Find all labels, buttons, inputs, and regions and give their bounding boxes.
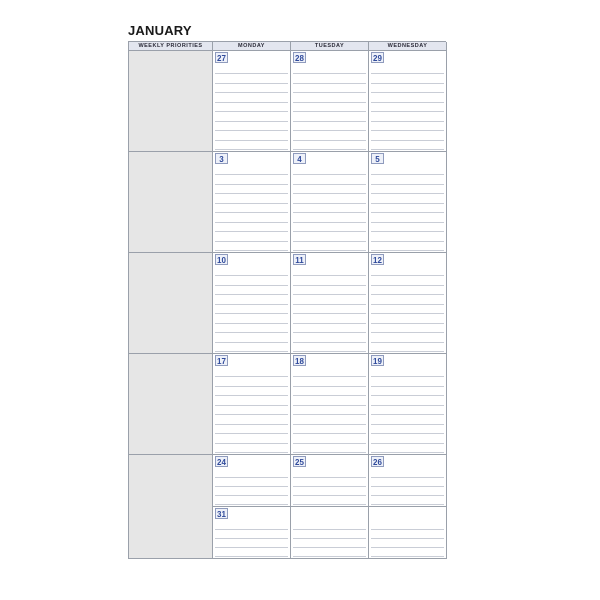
day-cell[interactable] [291,253,369,354]
rule-line [215,73,288,74]
rule-line [215,241,288,242]
day-cell[interactable] [369,507,447,559]
rule-line [293,556,366,557]
rule-line [215,547,288,548]
rule-line [371,452,444,453]
rule-line [215,556,288,557]
weekly-priorities-cell[interactable] [129,51,213,152]
writing-lines [369,253,446,353]
rule-line [293,495,366,496]
rule-line [293,342,366,343]
rule-line [215,424,288,425]
writing-lines [369,152,446,252]
date-number: 4 [293,153,306,164]
weekly-priorities-cell[interactable] [129,253,213,354]
rule-line [215,477,288,478]
rule-line [293,443,366,444]
day-cell[interactable] [291,354,369,455]
rule-line [293,477,366,478]
writing-lines [291,354,368,454]
rule-line [371,294,444,295]
day-cell[interactable] [369,152,447,253]
day-cell[interactable] [291,152,369,253]
rule-line [215,92,288,93]
writing-lines [369,354,446,454]
date-number: 24 [215,456,228,467]
week-row [129,455,446,507]
rule-line [371,424,444,425]
rule-line [293,73,366,74]
rule-line [293,149,366,150]
rule-line [215,332,288,333]
rule-line [371,395,444,396]
rule-line [293,376,366,377]
rule-line [293,241,366,242]
day-cell[interactable] [291,507,369,559]
planner-sheet [128,24,446,580]
weekly-priorities-cell[interactable] [129,455,213,507]
rule-line [293,386,366,387]
rule-line [371,529,444,530]
rule-line [371,351,444,352]
writing-lines [291,507,368,558]
day-cell[interactable] [291,51,369,152]
rule-line [371,203,444,204]
rule-line [215,140,288,141]
rule-line [215,313,288,314]
rule-line [371,538,444,539]
rule-line [215,342,288,343]
day-cell[interactable] [213,354,291,455]
rule-line [371,250,444,251]
rule-line [215,304,288,305]
rule-line [293,212,366,213]
rule-line [371,231,444,232]
rule-line [293,294,366,295]
date-number: 18 [293,355,306,366]
rule-line [371,556,444,557]
rule-line [293,231,366,232]
rule-line [215,452,288,453]
rule-line [293,304,366,305]
week-row [129,51,446,152]
rule-line [215,395,288,396]
rule-line [293,92,366,93]
rule-line [371,376,444,377]
day-cell[interactable] [213,253,291,354]
month-title: JANUARY [128,23,192,38]
day-cell[interactable] [369,253,447,354]
rule-line [371,405,444,406]
rule-line [215,130,288,131]
week-row [129,253,446,354]
rule-line [293,121,366,122]
rule-line [215,222,288,223]
rule-line [293,203,366,204]
rule-line [215,83,288,84]
rule-line [215,149,288,150]
rule-line [371,73,444,74]
rule-line [371,414,444,415]
rule-line [293,285,366,286]
rule-line [215,351,288,352]
rule-line [215,414,288,415]
rule-line [293,222,366,223]
writing-lines [213,152,290,252]
date-number: 17 [215,355,228,366]
date-number: 3 [215,153,228,164]
rule-line [215,285,288,286]
rule-line [371,174,444,175]
rule-line [215,443,288,444]
writing-lines [213,253,290,353]
rule-line [215,102,288,103]
rule-line [215,495,288,496]
header-monday: MONDAY [213,42,291,51]
weekly-priorities-cell[interactable] [129,507,213,559]
day-cell[interactable] [213,455,291,507]
rule-line [371,241,444,242]
rule-line [215,538,288,539]
rule-line [293,529,366,530]
date-number: 28 [293,52,306,63]
rule-line [215,376,288,377]
rule-line [371,547,444,548]
rule-line [293,452,366,453]
rule-line [215,486,288,487]
column-header-row [129,42,446,51]
calendar-grid [128,41,446,559]
writing-lines [213,51,290,151]
day-cell[interactable] [213,51,291,152]
week-row [129,354,446,455]
rule-line [293,405,366,406]
weeks-container [129,51,446,559]
rule-line [293,111,366,112]
rule-line [371,486,444,487]
day-cell[interactable] [369,51,447,152]
rule-line [293,538,366,539]
rule-line [293,486,366,487]
weekly-priorities-cell[interactable] [129,152,213,253]
week-row [129,152,446,253]
day-cell[interactable] [369,455,447,507]
rule-line [293,102,366,103]
rule-line [371,121,444,122]
rule-line [293,395,366,396]
rule-line [215,294,288,295]
header-weekly-priorities: WEEKLY PRIORITIES [129,42,213,51]
rule-line [215,275,288,276]
rule-line [371,477,444,478]
date-number: 5 [371,153,384,164]
rule-line [371,193,444,194]
rule-line [371,386,444,387]
rule-line [371,323,444,324]
rule-line [293,332,366,333]
day-cell[interactable] [291,455,369,507]
rule-line [215,529,288,530]
rule-line [215,405,288,406]
rule-line [293,140,366,141]
rule-line [215,250,288,251]
rule-line [371,111,444,112]
day-cell[interactable] [369,354,447,455]
weekly-priorities-cell[interactable] [129,354,213,455]
rule-line [215,121,288,122]
rule-line [215,184,288,185]
rule-line [371,102,444,103]
rule-line [371,332,444,333]
rule-line [293,414,366,415]
rule-line [215,174,288,175]
rule-line [371,443,444,444]
writing-lines [369,51,446,151]
date-number: 12 [371,254,384,265]
writing-lines [291,51,368,151]
rule-line [215,193,288,194]
writing-lines [213,354,290,454]
rule-line [215,203,288,204]
rule-line [371,504,444,505]
rule-line [371,433,444,434]
rule-line [293,547,366,548]
rule-line [293,275,366,276]
rule-line [371,285,444,286]
day-cell[interactable] [213,152,291,253]
rule-line [371,83,444,84]
rule-line [371,140,444,141]
rule-line [215,231,288,232]
rule-line [215,386,288,387]
writing-lines [291,152,368,252]
rule-line [293,351,366,352]
rule-line [215,212,288,213]
rule-line [371,130,444,131]
header-tuesday: TUESDAY [291,42,369,51]
rule-line [215,433,288,434]
rule-line [215,504,288,505]
rule-line [215,111,288,112]
rule-line [371,304,444,305]
rule-line [293,130,366,131]
rule-line [371,495,444,496]
writing-lines [291,253,368,353]
rule-line [293,433,366,434]
rule-line [293,250,366,251]
rule-line [293,424,366,425]
date-number: 25 [293,456,306,467]
rule-line [371,222,444,223]
rule-line [371,275,444,276]
rule-line [293,193,366,194]
rule-line [293,174,366,175]
writing-lines [369,507,446,558]
rule-line [293,504,366,505]
rule-line [293,83,366,84]
date-number: 31 [215,508,228,519]
date-number: 11 [293,254,306,265]
rule-line [293,184,366,185]
rule-line [371,149,444,150]
date-number: 10 [215,254,228,265]
rule-line [293,313,366,314]
date-number: 26 [371,456,384,467]
rule-line [371,184,444,185]
rule-line [371,313,444,314]
week-row [129,507,446,559]
date-number: 27 [215,52,228,63]
day-cell[interactable] [213,507,291,559]
rule-line [215,323,288,324]
rule-line [371,212,444,213]
rule-line [293,323,366,324]
date-number: 29 [371,52,384,63]
rule-line [371,342,444,343]
header-wednesday: WEDNESDAY [369,42,447,51]
rule-line [371,92,444,93]
date-number: 19 [371,355,384,366]
